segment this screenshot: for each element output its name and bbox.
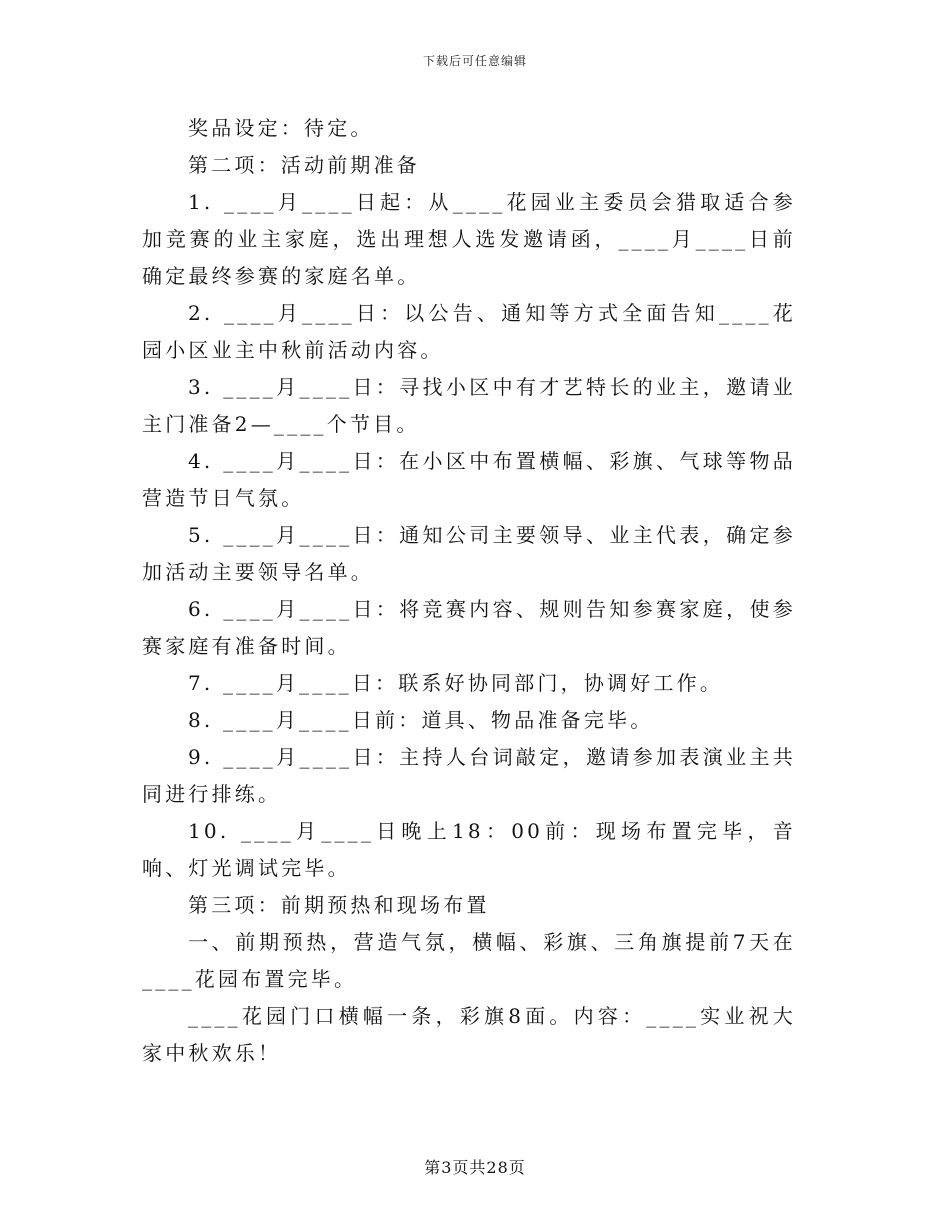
list-item-5: 5. ____月____日：通知公司主要领导、业主代表，确定参加活动主要领导名单。 (142, 523, 796, 584)
list-item-8: 8. ____月____日前：道具、物品准备完毕。 (188, 708, 654, 732)
list-item-2: 2. ____月____日：以公告、通知等方式全面告知____花园小区业主中秋前活动内容。 (142, 301, 796, 362)
paragraph-warmup-1: 一、前期预热，营造气氛，横幅、彩旗、三角旗提前7天在____花园布置完毕。 (142, 930, 796, 991)
list-item-4: 4. ____月____日：在小区中布置横幅、彩旗、气球等物品营造节日气氛。 (142, 449, 796, 510)
list-item-7: 7. ____月____日：联系好协同部门，协调好工作。 (188, 671, 724, 695)
list-item-9: 9. ____月____日：主持人台词敲定，邀请参加表演业主共同进行排练。 (142, 745, 796, 806)
section-heading-preparation: 第二项：活动前期准备 (188, 153, 420, 177)
list-item-3: 3. ____月____日：寻找小区中有才艺特长的业主，邀请业主门准备2—____个节目。 (142, 375, 796, 436)
list-item-10: 10. ____月____日晚上18：00前：现场布置完毕，音响、灯光调试完毕。 (142, 819, 796, 880)
paragraph-banner: ____花园门口横幅一条，彩旗8面。内容：____实业祝大家中秋欢乐！ (142, 1004, 796, 1065)
page-header: 下载后可任意编辑 (422, 54, 527, 68)
section-heading-warmup: 第三项：前期预热和现场布置 (188, 893, 490, 917)
page-number: 第3页共28页 (424, 1158, 526, 1177)
document-body (142, 110, 796, 1072)
list-item-1: 1. ____月____日起：从____花园业主委员会猎取适合参加竞赛的业主家庭，选出理想人选发邀请函，____月____日前确定最终参赛的家庭名单。 (142, 190, 796, 288)
list-item-6: 6. ____月____日：将竞赛内容、规则告知参赛家庭，使参赛家庭有准备时间。 (142, 597, 796, 658)
paragraph-prize-setting: 奖品设定：待定。 (188, 116, 374, 140)
